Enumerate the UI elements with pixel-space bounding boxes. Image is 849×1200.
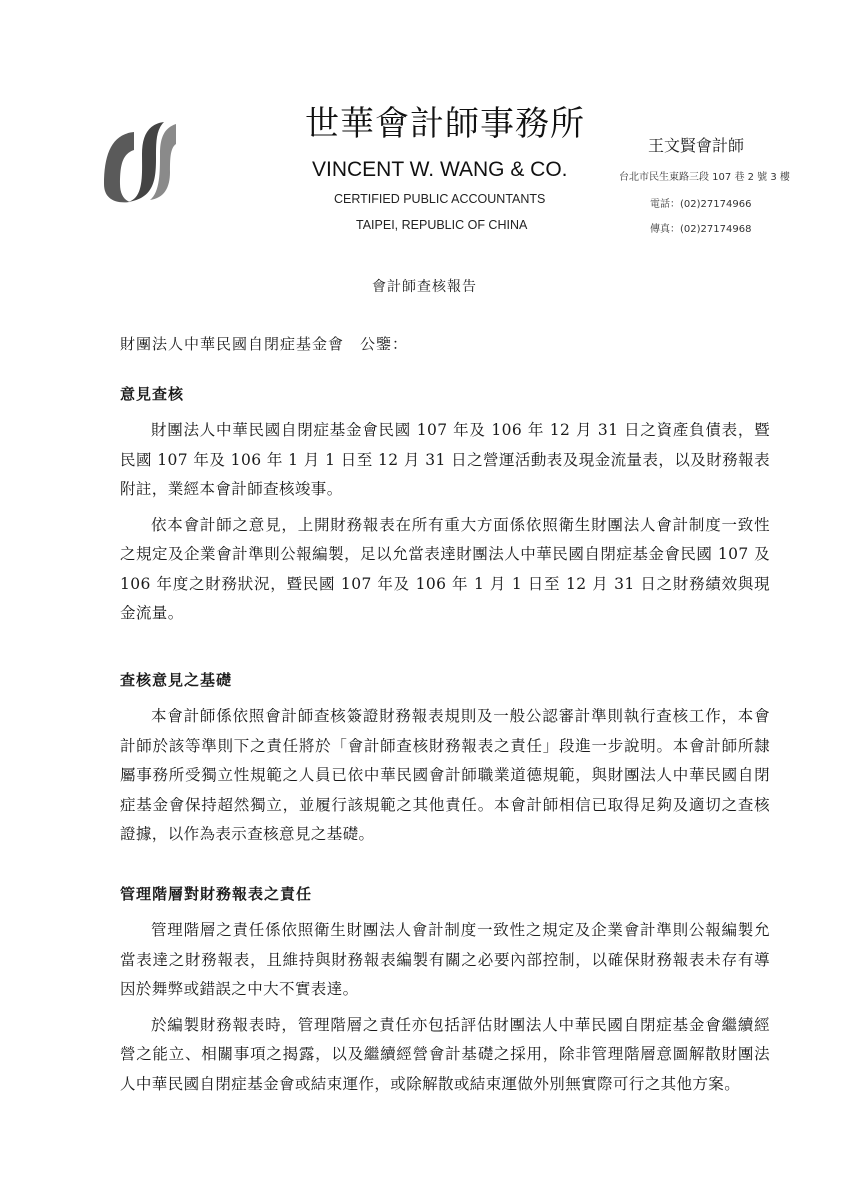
section-heading: 管理階層對財務報表之責任 — [120, 885, 313, 903]
report-addressee: 財團法人中華民國自閉症基金會 公鑒： — [120, 335, 409, 353]
firm-fax: 傳真：(02)27174968 — [650, 224, 752, 235]
section-basis-for-opinion — [120, 668, 770, 856]
section-heading: 意見查核 — [120, 385, 185, 403]
section-paragraph: 財團法人中華民國自閉症基金會民國 107 年及 106 年 12 月 31 日之資產負債表，暨民國 107 年及 106 年 1 月 1 日至 12 月 31 日之營運活動表及現金流量表，以及財務報表附註，業經本會計師查核竣事。 — [120, 421, 770, 498]
section-paragraph: 於編製財務報表時，管理階層之責任亦包括評估財團法人中華民國自閉症基金會繼續經營之能立、相關事項之揭露，以及繼續經營會計基礎之採用，除非管理階層意圖解散財團法人中華民國自閉症基金會或結束運作，或除解散或結束運做外別無實際可行之其他方案。 — [120, 1015, 770, 1093]
firm-location: TAIPEI, REPUBLIC OF CHINA — [356, 218, 528, 232]
firm-address: 台北市民生東路三段 107 巷 2 號 3 樓 — [619, 172, 790, 183]
report-title: 會計師查核報告 — [372, 279, 477, 295]
section-opinion — [120, 382, 770, 635]
section-paragraph: 本會計師係依照會計師查核簽證財務報表規則及一般公認審計準則執行查核工作，本會計師於該等準則下之責任將於「會計師查核財務報表之責任」段進一步說明。本會計師所隸屬事務所受獨立性規範之人員已依中華民國會計師職業道德規範，與財團法人中華民國自閉症基金會保持超然獨立，並履行該規範之其他責任。本會計師相信已取得足夠及適切之查核證據，以作為表示查核意見之基礎。 — [120, 707, 770, 843]
firm-phone: 電話：(02)27174966 — [650, 199, 752, 210]
section-paragraph: 管理階層之責任係依照衛生財團法人會計制度一致性之規定及企業會計準則公報編製允當表達之財務報表，且維持與財務報表編製有關之必要內部控制，以確保財務報表未存有導因於舞弊或錯誤之中大不實表達。 — [120, 921, 770, 998]
section-paragraph: 依本會計師之意見，上開財務報表在所有重大方面係依照衛生財團法人會計制度一致性之規定及企業會計準則公報編製，足以允當表達財團法人中華民國自閉症基金會民國 107 及 106 年度之財務狀況，暨民國 107 年及 106 年 1 月 1 日至 12 月 31 日之財務績效與現金流量。 — [120, 515, 770, 622]
firm-type: CERTIFIED PUBLIC ACCOUNTANTS — [334, 192, 546, 206]
section-management-responsibility — [120, 882, 770, 1105]
section-heading: 查核意見之基礎 — [120, 671, 233, 689]
cpa-name: 王文賢會計師 — [648, 136, 745, 155]
firm-logo — [98, 114, 182, 206]
firm-name-english: VINCENT W. WANG & CO. — [312, 158, 568, 181]
firm-name-chinese: 世華會計師事務所 — [305, 104, 585, 144]
